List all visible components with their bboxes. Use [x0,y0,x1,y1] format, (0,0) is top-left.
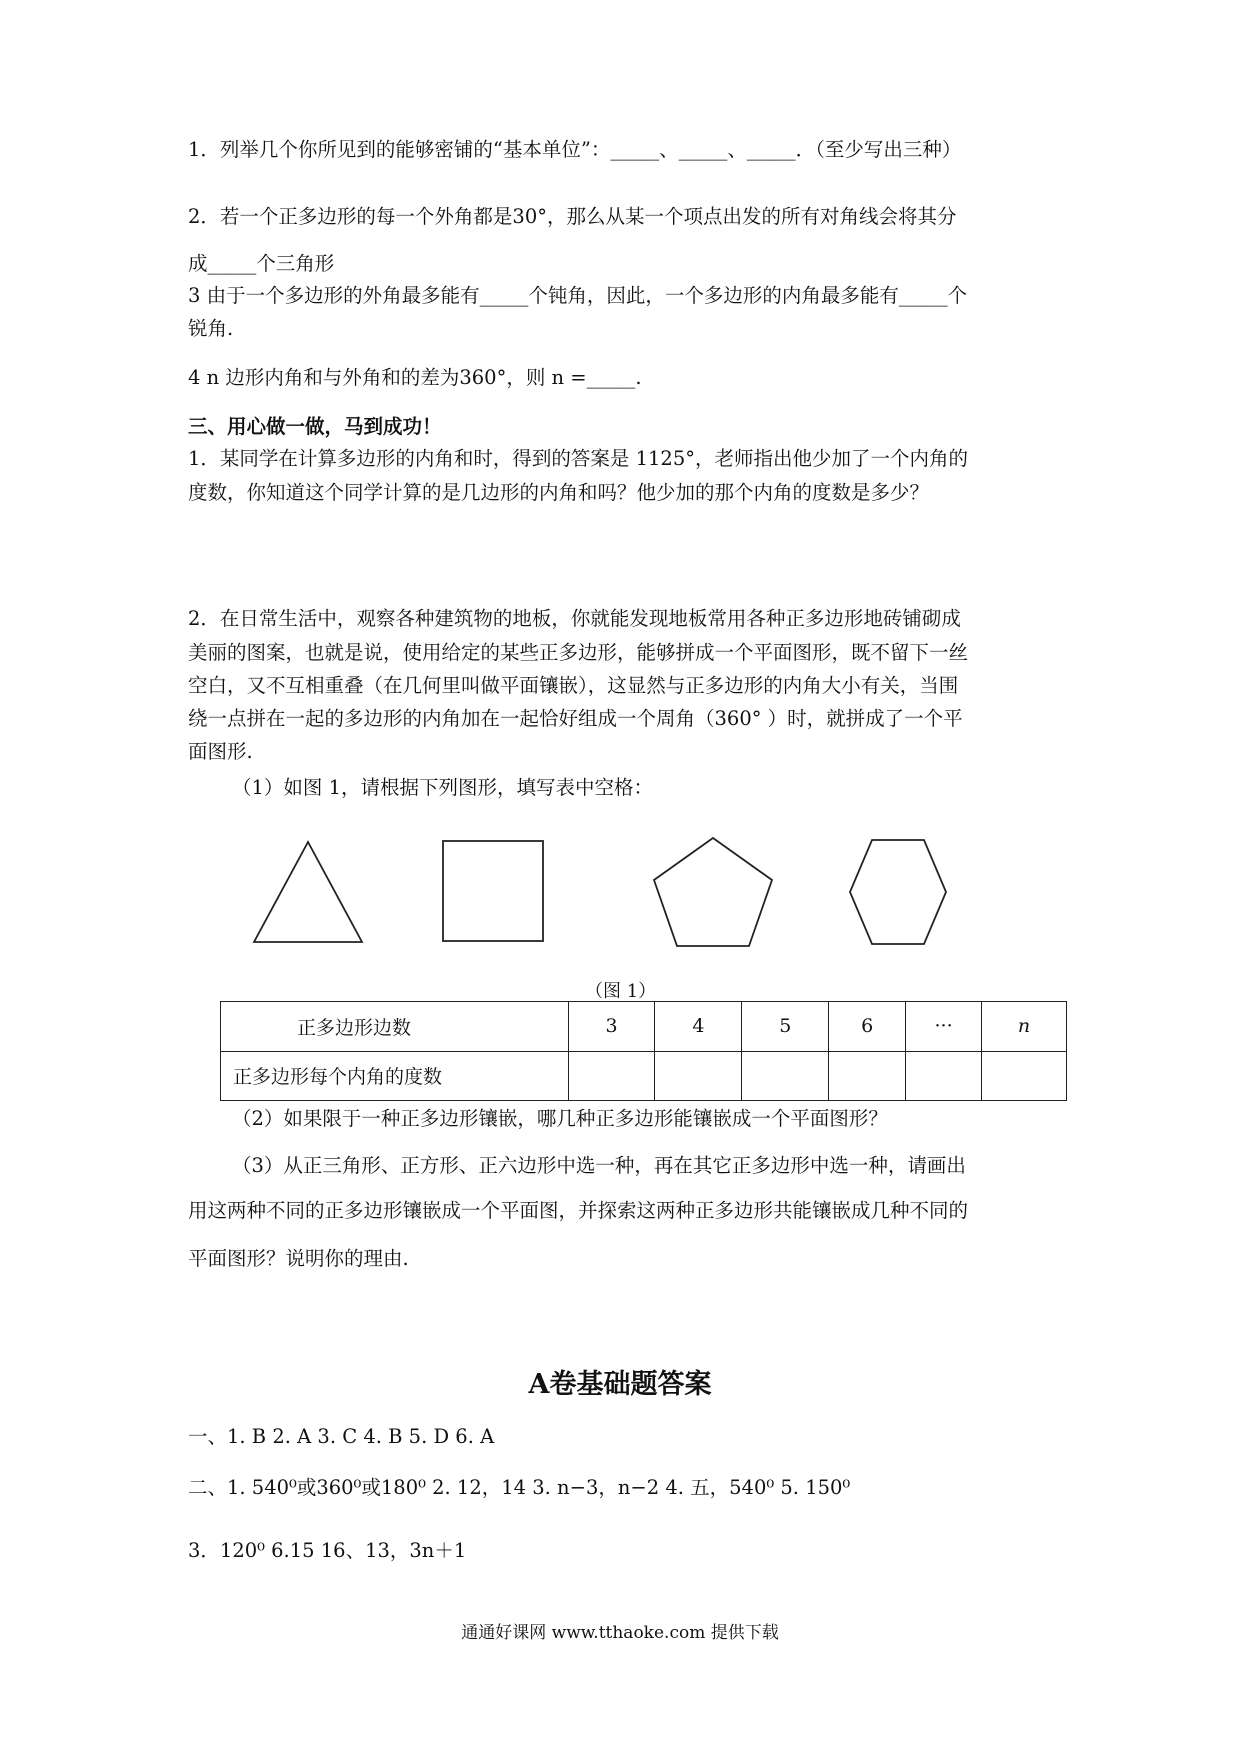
table-cell-blank [829,1051,906,1101]
problem-2-line-5: 面图形. [188,740,253,763]
table-header-angles: 正多边形每个内角的度数 [221,1051,569,1101]
table-row-angles [221,1051,1067,1101]
question-3-line-1: 3 由于一个多边形的外角最多能有_____个钝角，因此，一个多边形的内角最多能有_____个 [188,284,968,307]
table-row-sides [221,1002,1067,1052]
polygon-angle-table [220,1001,1067,1101]
table-header-sides: 正多边形边数 [221,1002,569,1052]
table-cell-blank [742,1051,829,1101]
hexagon-shape [846,836,950,948]
table-cell: 6 [829,1002,906,1052]
problem-2-line-2: 美丽的图案，也就是说，使用给定的某些正多边形，能够拼成一个平面图形，既不留下一丝 [188,641,969,664]
table-cell-blank [982,1051,1067,1101]
footer-source: 通通好课网 www.tthaoke.com 提供下载 [461,1623,779,1643]
question-4: 4 n 边形内角和与外角和的差为360°，则 n =_____. [188,366,642,389]
figure-1-caption: （图 1） [585,981,657,1002]
problem-2-line-3: 空白，又不互相重叠（在几何里叫做平面镶嵌），这显然与正多边形的内角大小有关，当围 [188,674,959,697]
table-cell: 5 [742,1002,829,1052]
answers-line-2: 二、1. 540⁰或360⁰或180⁰ 2. 12，14 3. n−3，n−2 4. 五，540⁰ 5. 150⁰ [188,1476,851,1499]
answers-title: A卷基础题答案 [528,1369,712,1400]
table-cell-blank [568,1051,655,1101]
table-cell: n [982,1002,1067,1052]
sub-question-3-line-1: （3）从正三角形、正方形、正六边形中选一种，再在其它正多边形中选一种，请画出 [232,1154,966,1177]
sub-question-3-line-3: 平面图形？说明你的理由. [188,1247,409,1270]
square-shape [440,838,546,944]
question-1: 1．列举几个你所见到的能够密铺的“基本单位”：_____、_____、_____．（至少写出三种） [188,138,962,161]
problem-1-line-2: 度数，你知道这个同学计算的是几边形的内角和吗？他少加的那个内角的度数是多少？ [188,481,930,504]
answers-line-3: 3．120⁰ 6.15 16、13，3n＋1 [188,1539,467,1562]
question-2-line-1: 2．若一个正多边形的每一个外角都是30°，那么从某一个项点出发的所有对角线会将其分 [188,205,957,228]
table-cell-blank [906,1051,982,1101]
table-cell: 3 [568,1002,655,1052]
problem-2-line-4: 绕一点拼在一起的多边形的内角加在一起恰好组成一个周角（360° ）时，就拼成了一个平 [188,707,963,730]
pentagon-shape [648,834,778,950]
problem-1-line-1: 1．某同学在计算多边形的内角和时，得到的答案是 1125°，老师指出他少加了一个内角的 [188,447,968,470]
triangle-shape [248,838,368,948]
problem-2-line-1: 2．在日常生活中，观察各种建筑物的地板，你就能发现地板常用各种正多边形地砖铺砌成 [188,607,961,630]
sub-question-3-line-2: 用这两种不同的正多边形镶嵌成一个平面图，并探索这两种正多边形共能镶嵌成几种不同的 [188,1199,969,1222]
answers-line-1: 一、1. B 2. A 3. C 4. B 5. D 6. A [188,1425,495,1448]
table-cell: ··· [906,1002,982,1052]
table-cell-blank [655,1051,742,1101]
section-3-heading: 三、用心做一做，马到成功！ [188,415,442,438]
sub-question-1: （1）如图 1，请根据下列图形，填写表中空格： [232,776,654,799]
question-3-line-2: 锐角. [188,317,234,340]
question-2-line-2: 成_____个三角形 [188,252,335,275]
sub-question-2: （2）如果限于一种正多边形镶嵌，哪几种正多边形能镶嵌成一个平面图形？ [232,1107,888,1130]
table-cell: 4 [655,1002,742,1052]
